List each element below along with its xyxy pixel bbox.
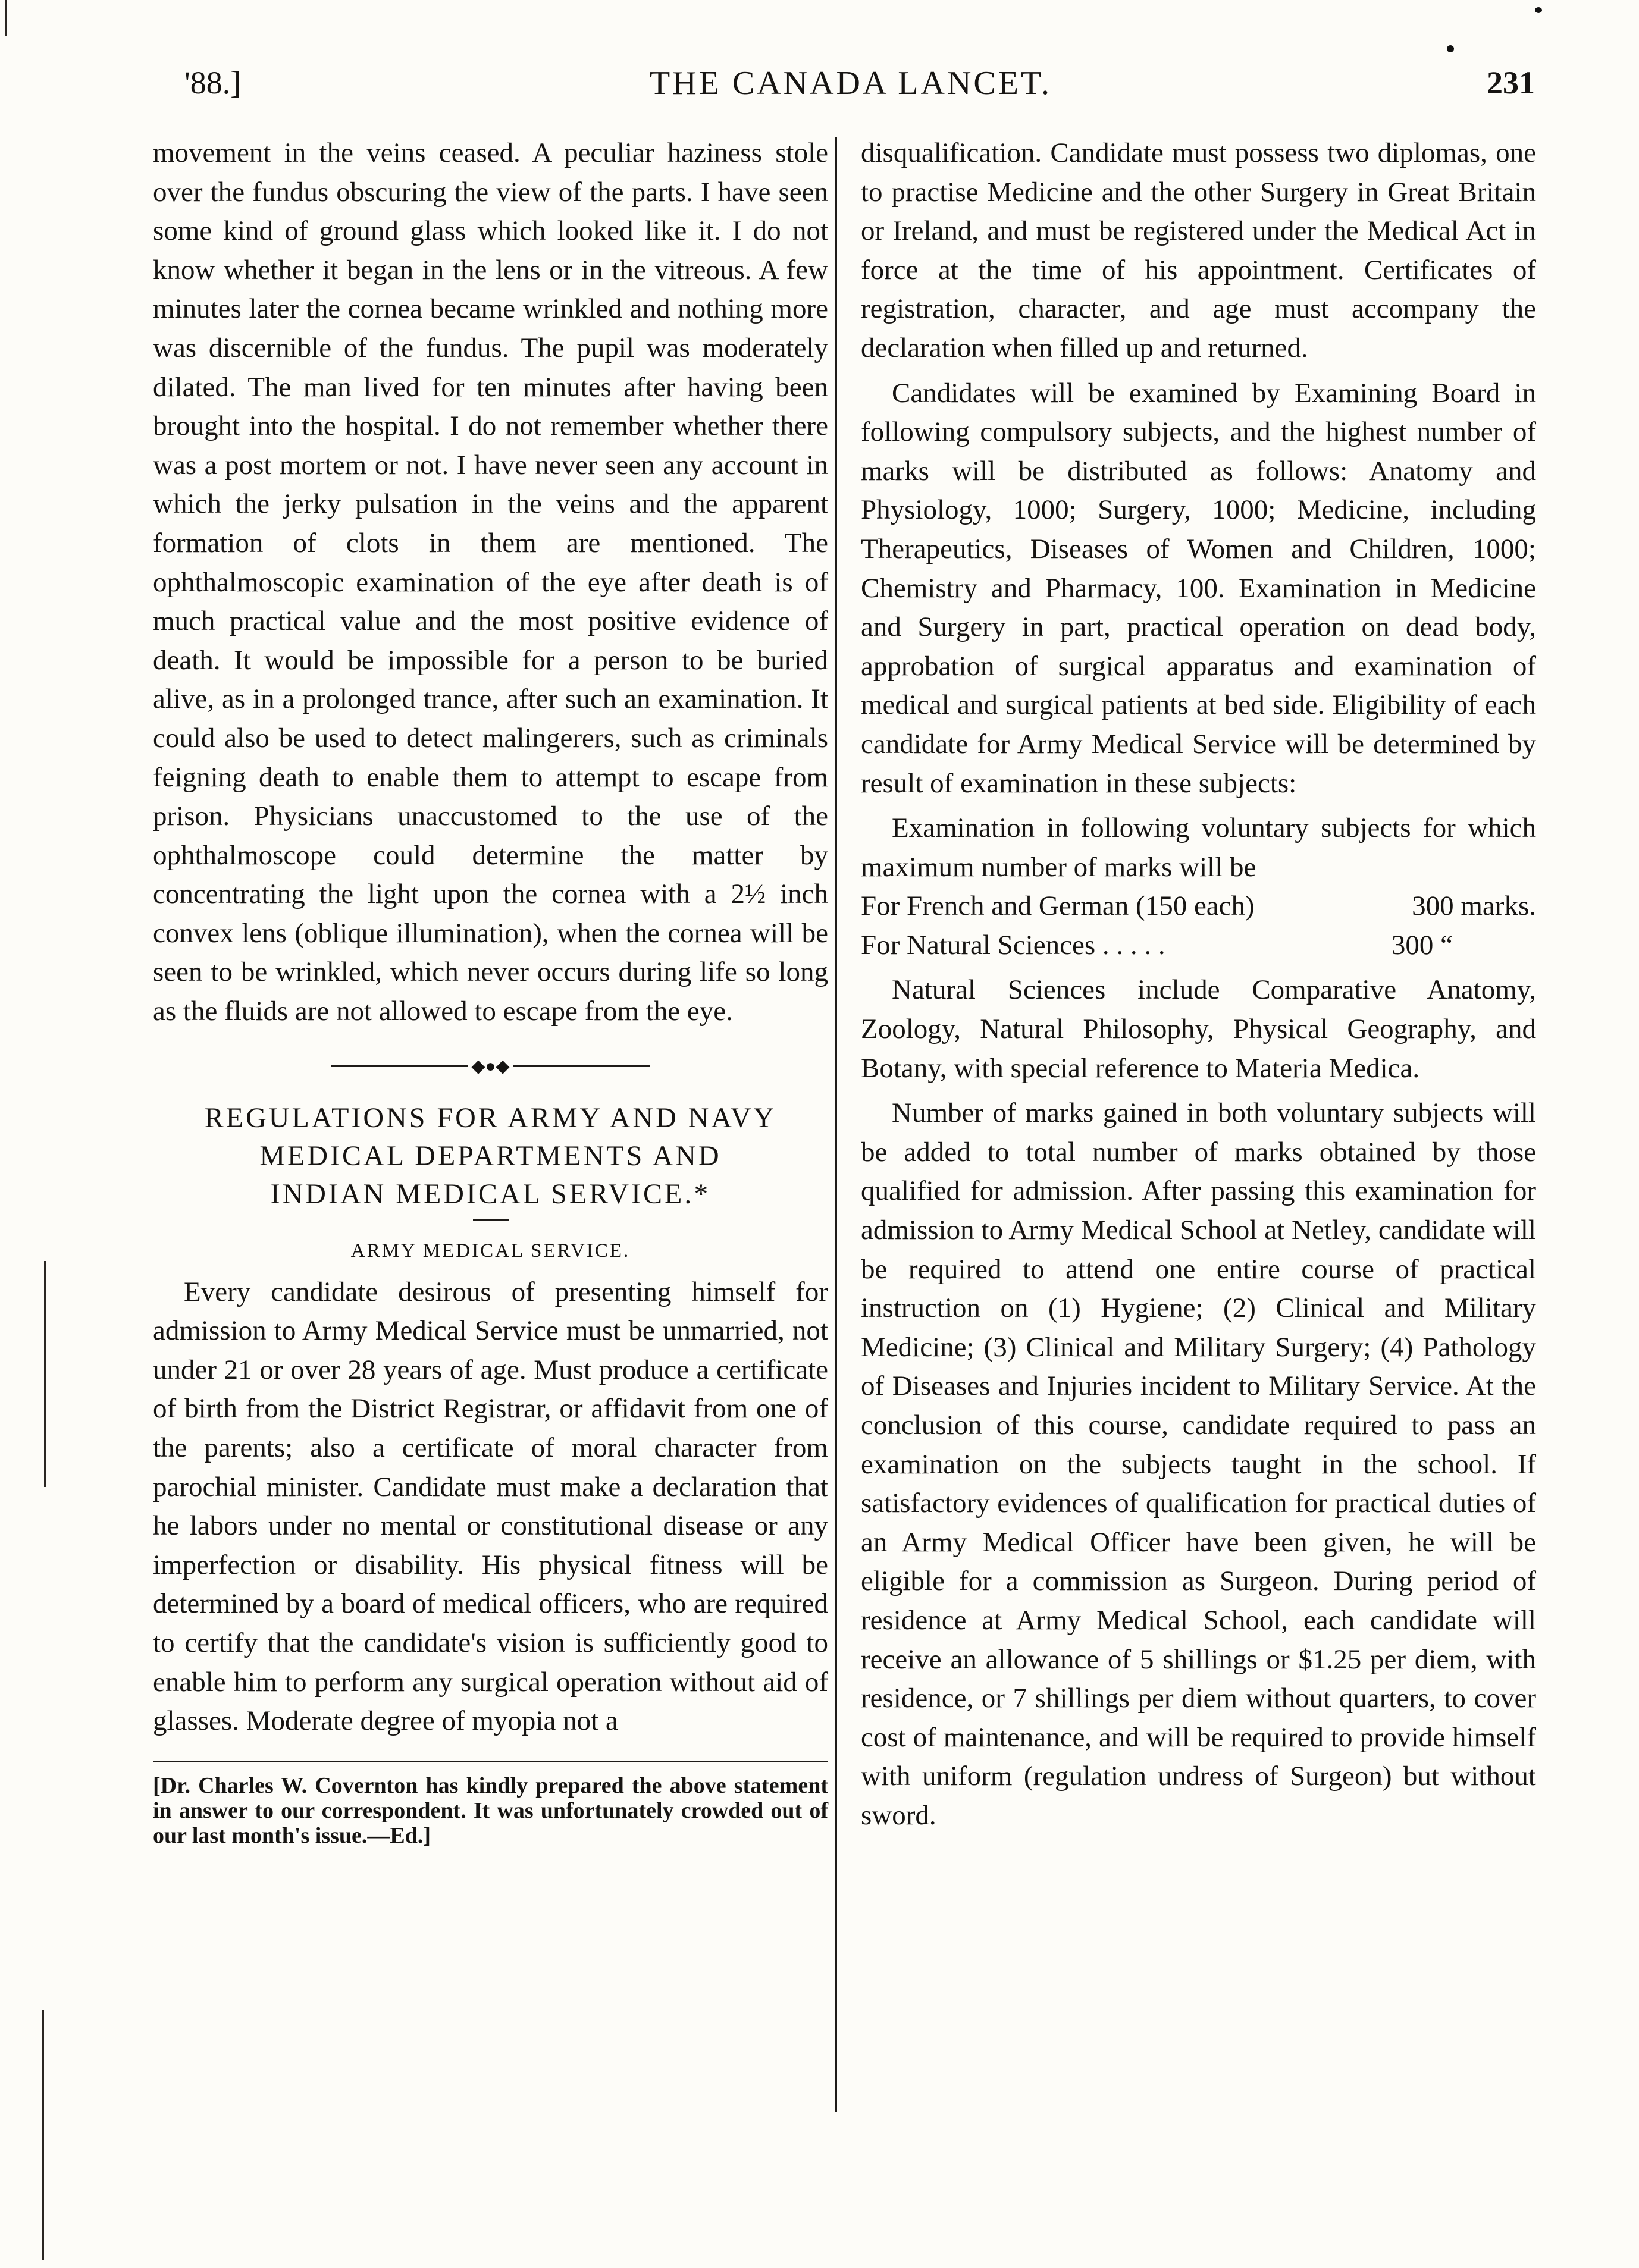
article-title: REGULATIONS FOR ARMY AND NAVY MEDICAL DEPARTMENTS AND INDIAN MEDICAL SERVICE.* xyxy=(204,1102,777,1210)
journal-title: THE CANADA LANCET. xyxy=(649,65,1052,102)
netley-paragraph: Number of marks gained in both voluntary subjects will be added to total number of marks obtained by those qualified for admission. After passing this examination for admission to Army Medical School at Netley, candidate will be required to attend one entire course of practical instruction on (1) Hygiene; (2) Clinical and Military Medicine; (3) Clinical and Military Surgery; (4) Pathology of Diseases and Injuries incident to Military Service. At the conclusion of this course, candidate required to pass an examination on the subjects taught in the school. If satisfactory evidences of qualification for practical duties of an Army Medical Officer have been given, he will be eligible for a commission as Surgeon. During period of residence at Army Medical School, each candidate will receive an allowance of 5 shillings or $1.25 per diem, with residence, or 7 shillings per diem without quarters, to cover cost of maintenance, and will be required to provide himself with uniform (regulation undress of Surgeon) but without sword. xyxy=(861,1097,1536,1831)
scan-edge-mark xyxy=(5,0,7,36)
scan-speck xyxy=(1535,7,1542,13)
footnote: [Dr. Charles W. Covernton has kindly prepared the above statement in answer to our correspondent. It was unfortunately crowded out of our last month's issue.—Ed.] xyxy=(153,1773,828,1848)
left-column xyxy=(153,134,828,1848)
continued-paragraph: disqualification. Candidate must possess two diplomas, one to practise Medicine and the other Surgery in Great Britain or Ireland, and must be registered under the Medical Act in force at the time of his appointment. Certificates of registration, character, and age must accompany the declaration when filled up and returned. xyxy=(861,137,1536,363)
running-header xyxy=(155,64,1547,118)
page-number: 231 xyxy=(1487,65,1535,101)
header-year: '88.] xyxy=(184,65,242,101)
marks-row-sciences: For Natural Sciences . . . . . 300 “ xyxy=(861,929,1453,961)
marks-row-languages: For French and German (150 each) 300 marks. xyxy=(861,890,1536,922)
scan-edge-mark xyxy=(42,2010,44,2260)
section-ornament: ◆●◆ xyxy=(153,1058,828,1075)
natural-sciences-paragraph: Natural Sciences include Comparative Anatomy, Zoology, Natural Philosophy, Physical Geography, and Botany, with special reference to Materia Medica. xyxy=(861,974,1536,1084)
army-service-paragraph: Every candidate desirous of presenting himself for admission to Army Medical Service must be unmarried, not under 21 or over 28 years of age. Must produce a certificate of birth from the District Registrar, or affidavit from one of the parents; also a certificate of moral character from parochial minister. Candidate must make a declaration that he labors under no mental or constitutional disease or any imperfection or disability. His physical fitness will be determined by a board of medical officers, who are required to certify that the candidate's vision is sufficiently good to enable him to perform any surgical operation without aid of glasses. Moderate degree of myopia not a xyxy=(153,1276,828,1737)
scan-speck xyxy=(1447,45,1454,52)
compulsory-subjects-paragraph: Candidates will be examined by Examining Board in following compulsory subjects, and the highest number of marks will be distributed as follows: Anatomy and Physiology, 1000; Surgery, 1000; Medicine, including Therapeutics, Diseases of Women and Children, 1000; Chemistry and Pharmacy, 100. Examination in Medicine and Surgery in part, practical operation on dead body, approbation of surgical apparatus and examination of medical and surgical patients at bed side. Eligibility of each candidate for Army Medical Service will be determined by result of examination in these subjects: xyxy=(861,377,1536,799)
column-divider xyxy=(835,137,837,2112)
title-rule xyxy=(473,1219,509,1221)
footnote-rule xyxy=(153,1761,828,1762)
right-column xyxy=(861,134,1536,1836)
scan-edge-mark xyxy=(44,1261,46,1487)
subheading-army-medical-service: ARMY MEDICAL SERVICE. xyxy=(350,1240,631,1262)
continued-paragraph: movement in the veins ceased. A peculiar haziness stole over the fundus obscuring the view of the parts. I have seen some kind of ground glass which looked like it. I do not know whether it began in the lens or in the vitreous. A few minutes later the cornea became wrinkled and nothing more was discernible of the fundus. The pupil was moderately dilated. The man lived for ten minutes after having been brought into the hospital. I do not remember whether there was a post mortem or not. I have never seen any account in which the jerky pulsation in the veins and the apparent formation of clots in them are mentioned. The ophthalmoscopic examination of the eye after death is of much practical value and the most positive evidence of death. It would be impossible for a person to be buried alive, as in a prolonged trance, after such an examination. It could also be used to detect malingerers, such as criminals feigning death to enable them to attempt to escape from prison. Physicians unaccustomed to the use of the ophthalmoscope could determine the matter by concentrating the light upon the cornea with a 2½ inch convex lens (oblique illumination), when the cornea will be seen to be wrinkled, which never occurs during life so long as the fluids are not allowed to escape from the eye. xyxy=(153,137,828,1027)
voluntary-subjects-paragraph: Examination in following voluntary subjects for which maximum number of marks will be xyxy=(861,813,1536,883)
